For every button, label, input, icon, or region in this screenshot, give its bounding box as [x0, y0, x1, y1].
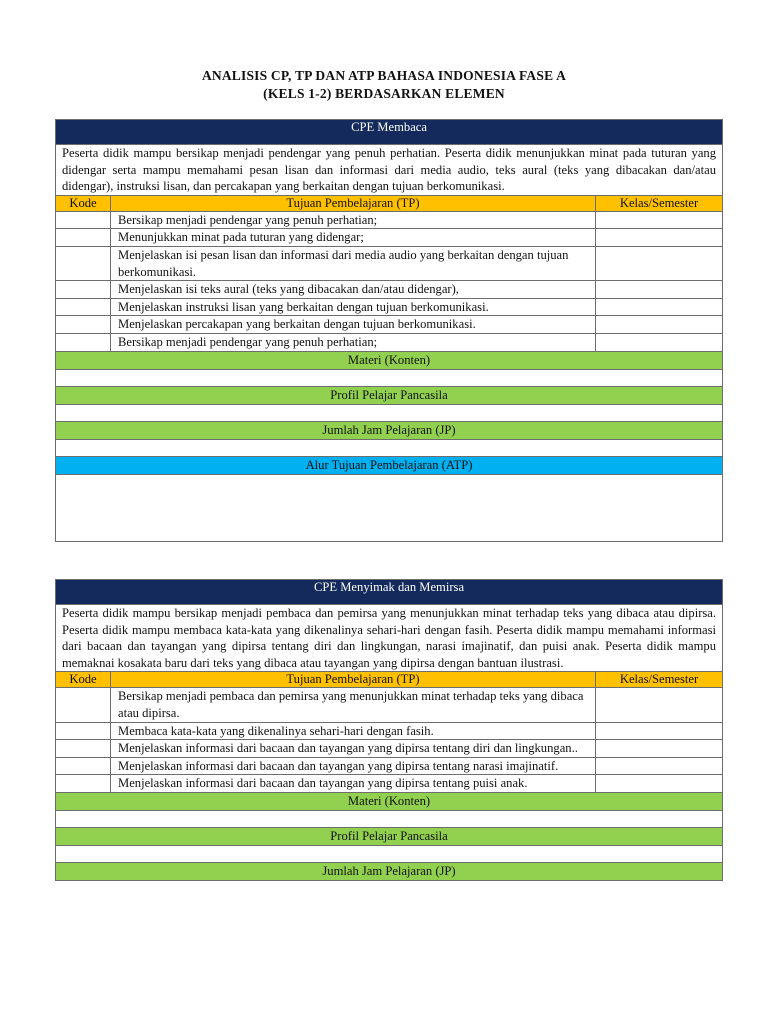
table-row	[56, 246, 723, 280]
table-row	[56, 281, 723, 299]
kode-cell[interactable]	[56, 281, 111, 299]
kelas-cell[interactable]	[596, 281, 723, 299]
table-row	[56, 722, 723, 740]
kelas-cell[interactable]	[596, 333, 723, 351]
table-row	[56, 757, 723, 775]
tp-cell: Menjelaskan isi pesan lisan dan informasi dari media audio yang berkaitan dengan tujuan berkomunikasi.	[111, 246, 596, 280]
kelas-cell[interactable]	[596, 722, 723, 740]
kode-cell[interactable]	[56, 757, 111, 775]
materi-header: Materi (Konten)	[56, 792, 723, 810]
kode-cell[interactable]	[56, 246, 111, 280]
profil-content-cell[interactable]	[56, 845, 723, 862]
table-row	[56, 740, 723, 758]
tp-cell: Menjelaskan instruksi lisan yang berkaitan dengan tujuan berkomunikasi.	[111, 298, 596, 316]
tp-cell: Bersikap menjadi pendengar yang penuh perhatian;	[111, 333, 596, 351]
cp-description: Peserta didik mampu bersikap menjadi pendengar yang penuh perhatian. Peserta didik menunjukkan minat pada tuturan yang didengar serta mampu memahami pesan lisan dan informasi dari media audio, teks aural (teks yang dibacakan dan/atau didengar), instruksi lisan, dan percakapan yang berkaitan dengan tujuan berkomunikasi.	[56, 145, 723, 196]
tp-cell: Menjelaskan isi teks aural (teks yang dibacakan dan/atau didengar),	[111, 281, 596, 299]
kode-cell[interactable]	[56, 316, 111, 334]
page-title	[0, 67, 768, 103]
atp-header: Alur Tujuan Pembelajaran (ATP)	[56, 456, 723, 474]
tp-cell: Membaca kata-kata yang dikenalinya sehari-hari dengan fasih.	[111, 722, 596, 740]
jp-header: Jumlah Jam Pelajaran (JP)	[56, 421, 723, 439]
materi-content-cell[interactable]	[56, 810, 723, 827]
column-header-kelas: Kelas/Semester	[596, 195, 723, 211]
kode-cell[interactable]	[56, 722, 111, 740]
section-header: CPE Membaca	[56, 120, 723, 145]
cpe-membaca-table	[55, 119, 723, 542]
title-line-1: ANALISIS CP, TP DAN ATP BAHASA INDONESIA FASE A	[201, 68, 567, 83]
section-header: CPE Menyimak dan Memirsa	[56, 580, 723, 605]
table-row	[56, 316, 723, 334]
tp-cell: Menjelaskan informasi dari bacaan dan tayangan yang dipirsa tentang diri dan lingkungan..	[111, 740, 596, 758]
column-header-kode: Kode	[56, 672, 111, 688]
column-header-tp: Tujuan Pembelajaran (TP)	[111, 672, 596, 688]
kode-cell[interactable]	[56, 298, 111, 316]
kelas-cell[interactable]	[596, 740, 723, 758]
jp-header: Jumlah Jam Pelajaran (JP)	[56, 862, 723, 880]
table-row	[56, 298, 723, 316]
profil-content-cell[interactable]	[56, 404, 723, 421]
kode-cell[interactable]	[56, 333, 111, 351]
column-header-tp: Tujuan Pembelajaran (TP)	[111, 195, 596, 211]
tp-cell: Menjelaskan informasi dari bacaan dan tayangan yang dipirsa tentang narasi imajinatif.	[111, 757, 596, 775]
profil-header: Profil Pelajar Pancasila	[56, 827, 723, 845]
column-header-kode: Kode	[56, 195, 111, 211]
jp-content-cell[interactable]	[56, 439, 723, 456]
kelas-cell[interactable]	[596, 246, 723, 280]
table-row	[56, 775, 723, 793]
table-row	[56, 688, 723, 722]
tp-cell: Menjelaskan percakapan yang berkaitan dengan tujuan berkomunikasi.	[111, 316, 596, 334]
cp-description: Peserta didik mampu bersikap menjadi pembaca dan pemirsa yang menunjukkan minat terhadap teks yang dibaca atau dipirsa. Peserta didik mampu membaca kata-kata yang dikenalinya sehari-hari dengan fasih. Peserta didik mampu memahami informasi dari bacaan dan tayangan yang dipirsa tentang diri dan lingkungan, narasi imajinatif, dan puisi anak. Peserta didik mampu memaknai kosakata baru dari teks yang dibaca atau tayangan yang dipirsa dengan bantuan ilustrasi.	[56, 605, 723, 672]
kelas-cell[interactable]	[596, 688, 723, 722]
tp-cell: Menunjukkan minat pada tuturan yang didengar;	[111, 229, 596, 247]
table-row	[56, 211, 723, 229]
table-row	[56, 333, 723, 351]
materi-header: Materi (Konten)	[56, 351, 723, 369]
tp-cell: Bersikap menjadi pembaca dan pemirsa yang menunjukkan minat terhadap teks yang dibaca atau dipirsa.	[111, 688, 596, 722]
tp-cell: Menjelaskan informasi dari bacaan dan tayangan yang dipirsa tentang puisi anak.	[111, 775, 596, 793]
kode-cell[interactable]	[56, 229, 111, 247]
atp-content-cell[interactable]	[56, 474, 723, 541]
kode-cell[interactable]	[56, 740, 111, 758]
tp-cell: Bersikap menjadi pendengar yang penuh perhatian;	[111, 211, 596, 229]
kode-cell[interactable]	[56, 775, 111, 793]
kelas-cell[interactable]	[596, 316, 723, 334]
column-header-kelas: Kelas/Semester	[596, 672, 723, 688]
kelas-cell[interactable]	[596, 775, 723, 793]
title-line-2: (KELS 1-2) BERDASARKAN ELEMEN	[263, 86, 505, 101]
kode-cell[interactable]	[56, 211, 111, 229]
kelas-cell[interactable]	[596, 211, 723, 229]
cpe-menyimak-table	[55, 579, 723, 881]
table-row	[56, 229, 723, 247]
kelas-cell[interactable]	[596, 229, 723, 247]
kode-cell[interactable]	[56, 688, 111, 722]
profil-header: Profil Pelajar Pancasila	[56, 386, 723, 404]
materi-content-cell[interactable]	[56, 369, 723, 386]
kelas-cell[interactable]	[596, 757, 723, 775]
kelas-cell[interactable]	[596, 298, 723, 316]
